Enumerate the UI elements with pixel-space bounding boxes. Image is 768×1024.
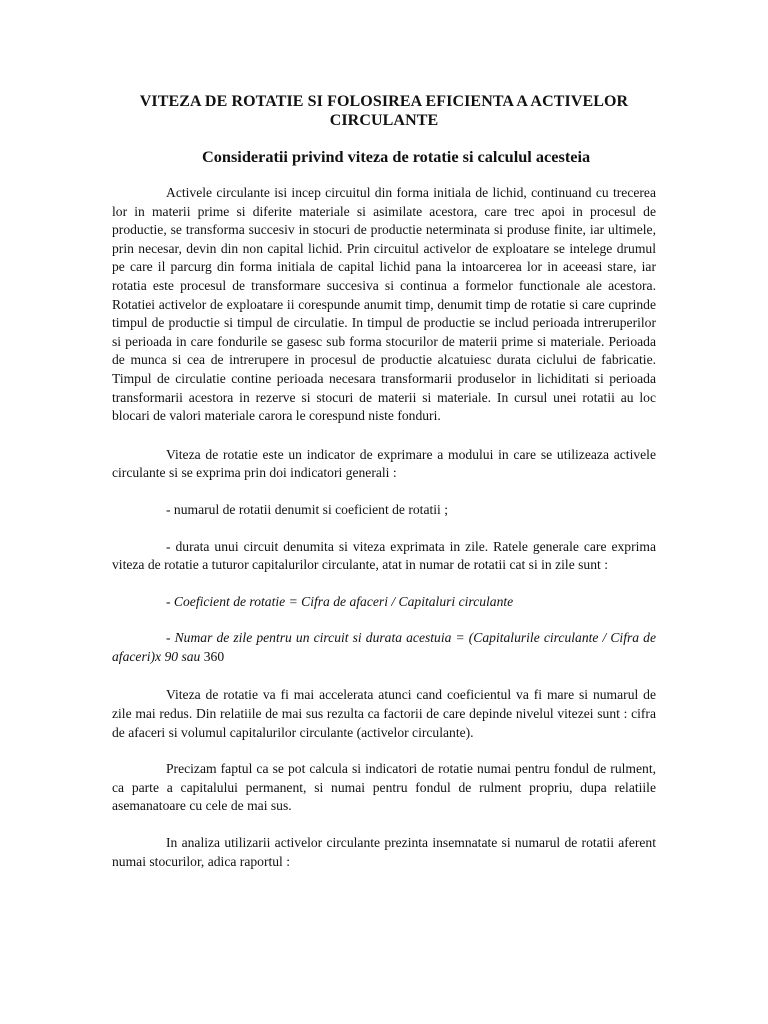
document-title: [112, 92, 656, 130]
paragraph-rotation-count: - numarul de rotatii denumit si coeficient de rotatii ;: [166, 501, 448, 517]
title-line-2: CIRCULANTE: [329, 112, 439, 129]
paragraph-working-capital: Precizam faptul ca se pot calcula si indicatori de rotatie numai pentru fondul de rulment, ca parte a capitalului permanent, si numai pentru fondul de rulment propriu, dupa relatiile asemanatoare cu cele de mai sus.: [112, 761, 656, 814]
formula-days-text: - Numar de zile pentru un circuit si durata acestuia = (Capitalurile circulante / Cifra de afaceri)x 90 sau: [112, 630, 656, 664]
paragraph-acceleration: Viteza de rotatie va fi mai accelerata atunci cand coeficientul va fi mare si numarul de zile mai redus. Din relatiile de mai sus rezulta ca factorii de care depinde nivelul vitezei sunt : cifra de afaceri si volumul capitalurilor circulante (activelor circulante).: [112, 687, 656, 740]
section-subtitle: Consideratii privind viteza de rotatie si calculul acesteia: [202, 147, 591, 166]
formula-days-number: 360: [200, 648, 225, 664]
formula-rotation-coefficient: - Coeficient de rotatie = Cifra de afaceri / Capitaluri circulante: [166, 593, 514, 609]
paragraph-circuit-duration: - durata unui circuit denumita si viteza exprimata in zile. Ratele generale care exprima viteza de rotatie a tuturor capitalurilor circulante, atat in numar de rotatii cat si in zile sunt :: [112, 538, 656, 573]
paragraph-speed-indicator: Viteza de rotatie este un indicator de exprimare a modului in care se utilizeaza activele circulante si se exprima prin doi indicatori generali :: [112, 446, 656, 481]
paragraph-stock-rotation: In analiza utilizarii activelor circulante prezinta insemnatate si numarul de rotatii aferent numai stocurilor, adica raportul :: [112, 835, 656, 869]
formula-days-per-circuit: [112, 629, 656, 666]
paragraph-circuit: Activele circulante isi incep circuitul din forma initiala de lichid, continuand cu trecerea lor in materii prime si diferite materiale si asimilate acestora, care trec apoi in procesul de productie, se transforma succesiv in stocuri de productie neterminata si produse finite, iar ultimele, prin necesar, devin din non capital lichid. Prin circuitul activelor de exploatare se intelege drumul pe care il parcurg din forma initiala de capital lichid pana la intoarcerea lor in aceeasi stare, iar rotatia este procesul de transformare succesiva si continua a formelor functionale ale acestora. Rotatiei activelor de exploatare ii corespunde anumit timp, denumit timp de rotatie si care cuprinde timpul de productie si timpul de circulatie. In timpul de productie se includ perioada intreruperilor si perioada in care fondurile se gasesc sub forma stocurilor de materii prime si materiale. Perioada de munca si cea de intrerupere in procesul de productie alcatuiesc durata ciclului de fabricatie. Timpul de circulatie contine perioada necesara transformarii produselor in lichiditati si perioada transformarii acestora in rezerve si stocuri de materii si materiale. In cursul unei rotatii au loc blocari de valori materiale carora le corespund niste fonduri.: [112, 185, 656, 424]
title-line-1: VITEZA DE ROTATIE SI FOLOSIREA EFICIENTA A ACTIVELOR: [139, 93, 629, 110]
